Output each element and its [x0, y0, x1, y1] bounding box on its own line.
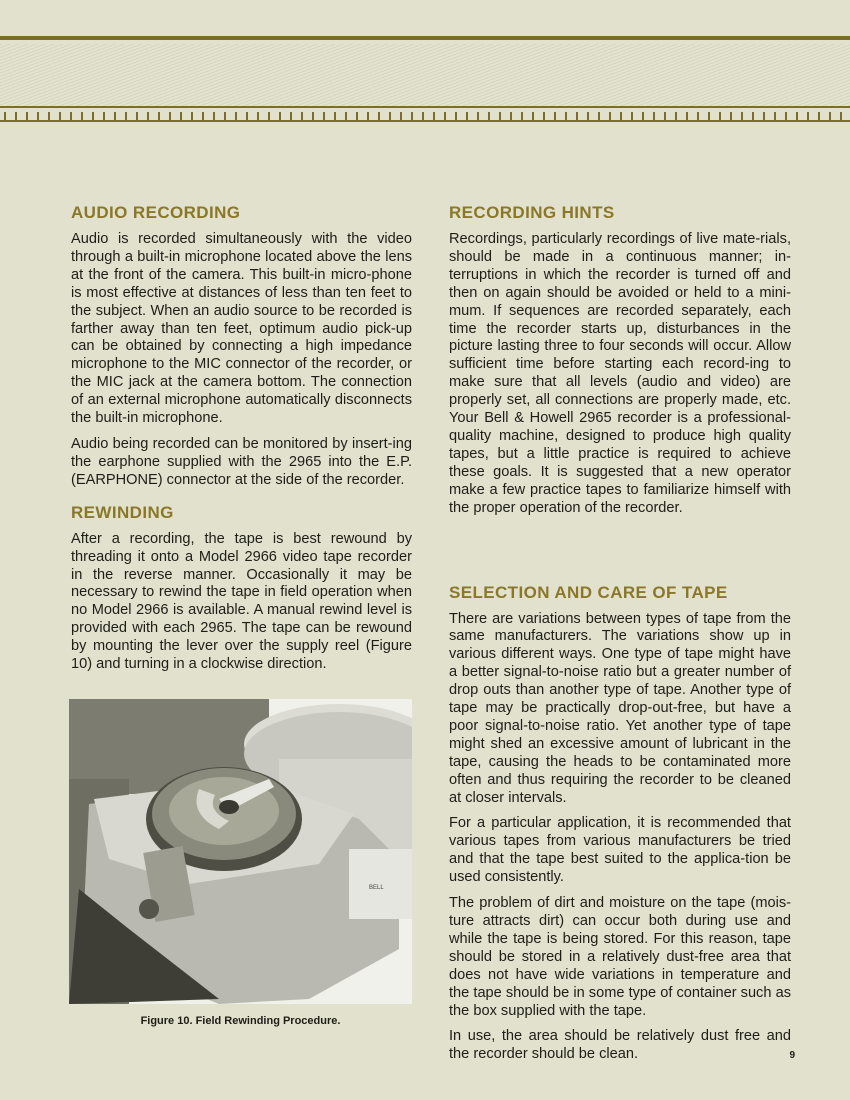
- nameplate-label: BELL: [369, 885, 384, 891]
- page-number: 9: [789, 1050, 795, 1061]
- tape-paragraph-3: The problem of dirt and moisture on the tape (mois-ture attracts dirt) can occur both during use and while the tape is being stored. For this reason, tape should be stored in a relatively dust-free area that does not have wide variations in temperature and the tape should be in some type of container such as the box supplied with the tape.: [449, 895, 791, 1019]
- tape-paragraph-2: For a particular application, it is recommended that various tapes from various manufacturers be tried and that the tape best suited to the applica-tion be used consistently.: [449, 815, 791, 886]
- audio-recording-paragraph-2: Audio being recorded can be monitored by insert-ing the earphone supplied with the 2965 into the E.P. (EARPHONE) connector at the side of the recorder.: [71, 435, 412, 488]
- recording-hints-paragraph: Recordings, particularly recordings of live mate-rials, should be made in a continuous manner; in-terruptions in which the recorder is turned off and then on again should be avoided or held to a mini-mum. If sequences are recorded separately, each time the recorder starts up, disturbances in the picture lasting three to four seconds will occur. Allow sufficient time before starting each record-ing to make sure that all levels (audio and video) are properly set, all connections are properly made, etc. Your Bell & Howell 2965 recorder is a professional-quality machine, designed to produce high quality tapes, but a little practice is required to achieve these goals. It is suggested that a new operator make a few practice tapes to familiarize himself with the proper operation of the recorder.: [449, 231, 791, 516]
- rewinding-paragraph: After a recording, the tape is best rewound by threading it onto a Model 2966 video tape recorder in the reverse manner. Occasionally it may be necessary to rewind the tape in field operation when no Model 2966 is available. A manual rewind level is provided with each 2965. The tape can be rewound by mounting the lever over the supply reel (Figure 10) and turning in a clockwise direction.: [71, 530, 412, 673]
- tape-paragraph-4: In use, the area should be relatively dust free and the recorder should be clean.: [449, 1028, 791, 1063]
- recording-hints-heading: RECORDING HINTS: [449, 203, 615, 222]
- figure-10-caption: Figure 10. Field Rewinding Procedure.: [140, 1015, 341, 1027]
- hatched-header-band: [0, 44, 850, 106]
- left-column: [71, 200, 412, 674]
- audio-recording-paragraph-1: Audio is recorded simultaneously with the video through a built-in microphone located above the lens at the front of the camera. This built-in micro-phone is most effective at distances of less than ten feet to the subject. When an audio source to be recorded is farther away than ten feet, optimum audio pick-up can be obtained by connecting a high impedance microphone to the MIC connector of the recorder, or the MIC jack at the camera bottom. The connection of an external microphone automatically disconnects the built-in microphone.: [71, 231, 412, 427]
- tape-recorder-illustration: [69, 699, 412, 1004]
- selection-and-care-of-tape-heading: SELECTION AND CARE OF TAPE: [449, 582, 728, 602]
- rewinding-heading: REWINDING: [71, 502, 174, 522]
- tick-mark-band: [0, 106, 850, 122]
- right-column: [449, 200, 791, 1064]
- tape-paragraph-1: There are variations between types of tape from the same manufacturers. The variations show up in various different ways. One type of tape might have a better signal-to-noise ratio but a greater number of drop outs than another type of tape. Another type of tape may be practically drop-out-free, but have a poor signal-to-noise ratio. Yet another type of tape might shed an excessive amount of lubricant in the tape, causing the heads to be contaminated more often and thus requiring the recorder to be cleaned at closer intervals.: [449, 610, 791, 806]
- top-rule: [0, 36, 850, 40]
- audio-recording-heading: AUDIO RECORDING: [71, 203, 241, 222]
- figure-10-photo: [69, 699, 412, 1004]
